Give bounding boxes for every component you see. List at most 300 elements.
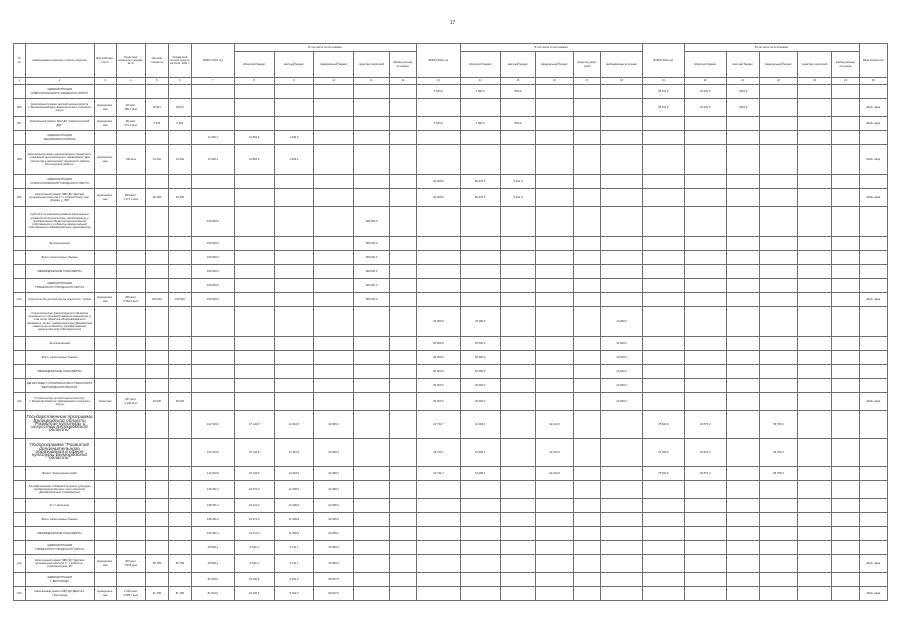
data-cell bbox=[416, 145, 460, 175]
data-cell bbox=[500, 587, 536, 601]
data-cell bbox=[389, 393, 416, 411]
column-number: 19 bbox=[642, 78, 684, 85]
data-cell bbox=[354, 439, 390, 467]
data-cell bbox=[145, 379, 168, 393]
data-cell bbox=[389, 587, 416, 601]
data-cell bbox=[573, 189, 600, 207]
table-row bbox=[14, 117, 888, 131]
data-cell bbox=[145, 131, 168, 145]
row-number-cell bbox=[14, 481, 26, 499]
data-cell bbox=[642, 337, 684, 351]
data-cell bbox=[832, 145, 859, 175]
data-cell bbox=[797, 499, 832, 513]
data-cell bbox=[859, 379, 888, 393]
data-cell: 10 498,1 bbox=[460, 439, 500, 467]
data-cell bbox=[94, 481, 116, 499]
data-cell bbox=[354, 189, 390, 207]
data-cell: 11 909,0 bbox=[274, 513, 314, 527]
row-name-cell: За исключением bbox=[25, 237, 94, 251]
data-cell: 18 511,5 bbox=[642, 99, 684, 117]
data-cell: 169 000,0 bbox=[191, 279, 234, 293]
data-cell bbox=[500, 337, 536, 351]
data-cell: 92 068,2 bbox=[314, 411, 354, 439]
data-cell bbox=[726, 145, 759, 175]
data-cell: 2021г. ввод bbox=[859, 99, 888, 117]
row-name-cell: АДМИНИСТРАЦИЯ НОВООСКОЛЬСКОГО ГОРОДСКОГО ОКРУГА bbox=[25, 85, 94, 99]
data-cell bbox=[684, 207, 726, 237]
header-source-2021-5: внебюд-жетные источники bbox=[389, 52, 416, 78]
data-cell bbox=[536, 237, 574, 251]
data-cell bbox=[500, 411, 536, 439]
data-cell bbox=[601, 467, 643, 481]
data-cell: 128 451,2 bbox=[191, 513, 234, 527]
data-cell bbox=[116, 365, 145, 379]
data-cell bbox=[832, 293, 859, 307]
table-row bbox=[14, 131, 888, 145]
data-cell bbox=[389, 117, 416, 131]
data-cell bbox=[94, 499, 116, 513]
data-cell: 25 000,0 bbox=[460, 351, 500, 365]
row-number-cell: 206 bbox=[14, 99, 26, 117]
data-cell bbox=[573, 237, 600, 251]
data-cell bbox=[94, 237, 116, 251]
data-cell bbox=[797, 265, 832, 279]
data-cell bbox=[726, 379, 759, 393]
data-cell bbox=[145, 279, 168, 293]
data-cell bbox=[642, 293, 684, 307]
data-cell: 18 511 bbox=[145, 99, 168, 117]
data-cell bbox=[314, 85, 354, 99]
data-cell bbox=[684, 573, 726, 587]
row-name-cell: Капитальный ремонт МБУ ДО "Детская музыкальная школа № 1", г. Губкин ул. Комсомольская, 25 bbox=[25, 555, 94, 573]
data-cell bbox=[168, 379, 191, 393]
data-cell: 2022г. ввод bbox=[859, 117, 888, 131]
table-row bbox=[14, 207, 888, 237]
data-cell: 8 164,0 bbox=[274, 587, 314, 601]
data-cell bbox=[274, 293, 314, 307]
data-cell bbox=[601, 251, 643, 265]
data-cell: 128 451,2 bbox=[191, 481, 234, 499]
data-cell bbox=[760, 573, 798, 587]
data-cell bbox=[859, 481, 888, 499]
header-source-2023-5: внебюд-жетные источники bbox=[832, 52, 859, 78]
data-cell: 35 000,0 bbox=[416, 379, 460, 393]
column-number: 6 bbox=[168, 78, 191, 85]
data-cell bbox=[684, 279, 726, 293]
data-cell bbox=[234, 265, 274, 279]
data-cell bbox=[500, 307, 536, 337]
data-cell bbox=[797, 145, 832, 175]
data-cell bbox=[573, 307, 600, 337]
data-cell bbox=[760, 587, 798, 601]
column-number: 9 bbox=[274, 78, 314, 85]
data-cell bbox=[536, 293, 574, 307]
data-cell bbox=[859, 351, 888, 365]
data-cell bbox=[536, 131, 574, 145]
data-cell: 450 мест 5 462,0 кв.м bbox=[116, 293, 145, 307]
data-cell bbox=[832, 85, 859, 99]
row-number-cell bbox=[14, 279, 26, 293]
row-name-cell: Проект "Культурная среда" bbox=[25, 467, 94, 481]
row-number-cell bbox=[14, 541, 26, 555]
data-cell bbox=[859, 411, 888, 439]
row-number-cell bbox=[14, 365, 26, 379]
data-cell bbox=[536, 145, 574, 175]
data-cell: 15 430,6 bbox=[234, 587, 274, 601]
data-cell bbox=[726, 131, 759, 145]
data-cell bbox=[726, 499, 759, 513]
data-cell: 700 кв.м bbox=[116, 145, 145, 175]
row-number-cell bbox=[14, 207, 26, 237]
data-cell bbox=[797, 251, 832, 265]
data-cell: 3 744,7 bbox=[274, 555, 314, 573]
data-cell: 1 429,2 bbox=[274, 145, 314, 175]
data-cell bbox=[536, 307, 574, 337]
data-cell bbox=[832, 365, 859, 379]
row-number-cell bbox=[14, 527, 26, 541]
row-name-cell: Субсидии на софинансирование капитальных вложений (строительства, реконструкции и приобретения) объектов муниципальной собственности в объекты муниципальной собственности (Межбюджетные трансферты) bbox=[25, 207, 94, 237]
data-cell bbox=[832, 279, 859, 293]
data-cell bbox=[726, 393, 759, 411]
row-name-cell: Всего, начисленные объемы bbox=[25, 251, 94, 265]
data-cell: 35 000,0 bbox=[416, 393, 460, 411]
data-cell bbox=[760, 131, 798, 145]
data-cell: 35 000,0 bbox=[416, 365, 460, 379]
data-cell bbox=[389, 237, 416, 251]
data-cell bbox=[500, 265, 536, 279]
header-no: № п/п bbox=[14, 44, 26, 78]
data-cell bbox=[389, 293, 416, 307]
data-cell bbox=[354, 527, 390, 541]
table-header bbox=[14, 44, 888, 85]
data-cell bbox=[726, 307, 759, 337]
data-cell bbox=[536, 175, 574, 189]
table-row bbox=[14, 351, 888, 365]
data-cell bbox=[94, 365, 116, 379]
data-cell bbox=[500, 237, 536, 251]
row-number-cell bbox=[14, 573, 26, 587]
data-cell: 2021г. ввод bbox=[859, 555, 888, 573]
data-cell bbox=[536, 279, 574, 293]
row-name-cell: Всего, начисленные объемы bbox=[25, 513, 94, 527]
data-cell bbox=[168, 85, 191, 99]
row-number-cell bbox=[14, 307, 26, 337]
data-cell bbox=[601, 99, 643, 117]
data-cell bbox=[684, 131, 726, 145]
data-cell bbox=[145, 307, 168, 337]
data-cell bbox=[168, 251, 191, 265]
data-cell bbox=[832, 175, 859, 189]
data-cell bbox=[416, 293, 460, 307]
data-cell: 58 047,8 bbox=[314, 587, 354, 601]
data-cell bbox=[314, 189, 354, 207]
table-row bbox=[14, 145, 888, 175]
data-cell bbox=[168, 481, 191, 499]
data-cell bbox=[500, 365, 536, 379]
data-cell: 10 000,0 bbox=[601, 307, 643, 337]
column-number: 12 bbox=[389, 78, 416, 85]
header-ownership: Вид собствен-ности bbox=[94, 44, 116, 78]
data-cell bbox=[536, 393, 574, 411]
data-cell bbox=[389, 265, 416, 279]
data-cell bbox=[314, 99, 354, 117]
header-source-2022-1: областной бюджет bbox=[460, 52, 500, 78]
data-cell bbox=[500, 251, 536, 265]
data-cell: 2021г. ввод bbox=[859, 145, 888, 175]
data-cell bbox=[797, 207, 832, 237]
data-cell: 1 891,5 bbox=[726, 99, 759, 117]
data-cell bbox=[145, 85, 168, 99]
data-cell bbox=[642, 573, 684, 587]
data-cell bbox=[168, 207, 191, 237]
data-cell bbox=[832, 265, 859, 279]
row-name-cell: Капитальный ремонт МБУ ДО "Детская музыкальная школа № 3", г. Старый Оскол, мкр. Жукова, д. 39б bbox=[25, 189, 94, 207]
data-cell bbox=[832, 555, 859, 573]
data-cell bbox=[642, 307, 684, 337]
data-cell bbox=[354, 337, 390, 351]
data-cell bbox=[94, 411, 116, 439]
row-name-cell: Государственная поддержка отрасли культуры (модернизация детских школ искусств) (Межбюджетные трансферты) bbox=[25, 481, 94, 499]
data-cell bbox=[234, 393, 274, 411]
data-cell bbox=[389, 555, 416, 573]
data-cell bbox=[145, 499, 168, 513]
data-cell bbox=[116, 573, 145, 587]
data-cell: 92 068,2 bbox=[314, 481, 354, 499]
data-cell: 43 741,7 bbox=[416, 439, 460, 467]
data-cell bbox=[354, 131, 390, 145]
data-cell: 81 799 bbox=[145, 587, 168, 601]
data-cell bbox=[168, 527, 191, 541]
data-cell bbox=[832, 207, 859, 237]
data-cell bbox=[389, 175, 416, 189]
data-cell: 92 068,2 bbox=[314, 439, 354, 467]
data-cell bbox=[389, 337, 416, 351]
data-cell: 1 891,5 bbox=[726, 85, 759, 99]
data-cell bbox=[573, 411, 600, 439]
data-cell bbox=[274, 251, 314, 265]
column-number: 8 bbox=[234, 78, 274, 85]
data-cell bbox=[859, 207, 888, 237]
data-cell bbox=[536, 587, 574, 601]
row-name-cell: МЕЖБЮДЖЕТНЫЕ ТРАНСФЕРТЫ bbox=[25, 365, 94, 379]
row-number-cell: 207 bbox=[14, 117, 26, 131]
data-cell bbox=[274, 207, 314, 237]
column-number: 16 bbox=[536, 78, 574, 85]
row-name-cell: Государственная программа Белгородской области "Развитие культуры и искусства Белгородской области" bbox=[25, 411, 94, 439]
data-cell bbox=[797, 481, 832, 499]
column-number: 18 bbox=[601, 78, 643, 85]
data-cell bbox=[145, 175, 168, 189]
data-cell bbox=[460, 541, 500, 555]
data-cell bbox=[274, 265, 314, 279]
data-cell bbox=[760, 237, 798, 251]
header-source-2021-1: областной бюджет bbox=[234, 52, 274, 78]
data-cell: 92 068,2 bbox=[314, 513, 354, 527]
data-cell: муниципаль-ная bbox=[94, 99, 116, 117]
data-cell bbox=[726, 293, 759, 307]
data-cell bbox=[314, 237, 354, 251]
data-cell bbox=[859, 131, 888, 145]
data-cell bbox=[832, 439, 859, 467]
data-cell bbox=[642, 175, 684, 189]
data-cell bbox=[389, 351, 416, 365]
data-cell bbox=[760, 265, 798, 279]
data-cell bbox=[191, 393, 234, 411]
data-cell bbox=[116, 251, 145, 265]
data-cell: 10 000,0 bbox=[601, 365, 643, 379]
data-cell: 34 999,6 bbox=[314, 541, 354, 555]
data-cell bbox=[573, 337, 600, 351]
data-cell bbox=[601, 279, 643, 293]
data-cell bbox=[536, 351, 574, 365]
data-cell bbox=[314, 279, 354, 293]
data-cell bbox=[234, 279, 274, 293]
data-cell bbox=[191, 307, 234, 337]
data-cell bbox=[234, 237, 274, 251]
header-sources-2023: В том числе по источникам: bbox=[684, 44, 859, 52]
data-cell bbox=[601, 145, 643, 175]
header-source-2022-2: местный бюджет bbox=[500, 52, 536, 78]
row-name-cell: ДЕПАРТАМЕНТ СТРОИТЕЛЬСТВА И ТРАНСПОРТА БЕЛГОРОДСКОЙ ОБЛАСТИ bbox=[25, 379, 94, 393]
data-cell: 35 000,0 bbox=[416, 337, 460, 351]
data-cell bbox=[416, 131, 460, 145]
data-cell bbox=[859, 175, 888, 189]
table-row bbox=[14, 481, 888, 499]
data-cell bbox=[314, 351, 354, 365]
data-cell: 15 430,6 bbox=[234, 573, 274, 587]
row-number-cell bbox=[14, 337, 26, 351]
data-cell bbox=[573, 99, 600, 117]
data-cell bbox=[145, 513, 168, 527]
data-cell: 14 292 bbox=[168, 145, 191, 175]
data-cell bbox=[832, 393, 859, 411]
row-number-cell bbox=[14, 499, 26, 513]
data-cell: муниципаль-ная bbox=[94, 189, 116, 207]
data-cell bbox=[191, 379, 234, 393]
data-cell: 14 292,1 bbox=[191, 145, 234, 175]
data-cell bbox=[573, 207, 600, 237]
data-cell bbox=[500, 99, 536, 117]
data-cell bbox=[354, 541, 390, 555]
data-cell bbox=[416, 499, 460, 513]
data-cell bbox=[389, 481, 416, 499]
column-number: 4 bbox=[116, 78, 145, 85]
data-cell: 13 316,0 bbox=[274, 439, 314, 467]
data-cell bbox=[145, 237, 168, 251]
data-cell: 78 642,6 bbox=[642, 467, 684, 481]
data-cell bbox=[832, 467, 859, 481]
row-number-cell: 213 bbox=[14, 587, 26, 601]
data-cell bbox=[684, 481, 726, 499]
data-cell bbox=[573, 555, 600, 573]
data-cell bbox=[389, 145, 416, 175]
data-cell: 34 999,6 bbox=[314, 555, 354, 573]
data-cell: 10 000,0 bbox=[601, 393, 643, 411]
data-cell bbox=[274, 365, 314, 379]
table-row bbox=[14, 439, 888, 467]
data-cell bbox=[760, 379, 798, 393]
data-cell bbox=[116, 379, 145, 393]
header-capacity: Проектная мощность, площадь, кв. м bbox=[116, 44, 145, 78]
data-cell: 169 000,0 bbox=[354, 279, 390, 293]
data-cell bbox=[500, 351, 536, 365]
data-cell: 5 331,0 bbox=[500, 175, 536, 189]
data-cell bbox=[832, 379, 859, 393]
header-total-2022: ВСЕГО 2022 год bbox=[416, 44, 460, 78]
data-cell bbox=[859, 527, 888, 541]
data-cell bbox=[234, 85, 274, 99]
data-cell bbox=[684, 365, 726, 379]
data-cell: 81 643,0 bbox=[191, 573, 234, 587]
data-cell bbox=[168, 513, 191, 527]
data-cell bbox=[573, 541, 600, 555]
data-cell: 128 451,2 bbox=[191, 527, 234, 541]
data-cell: 169 000,0 bbox=[191, 251, 234, 265]
row-name-cell: АДМИНИСТРАЦИЯ ГУБКИНСКОГО ГОРОДСКОГО ОКРУГА bbox=[25, 541, 94, 555]
data-cell bbox=[684, 237, 726, 251]
data-cell bbox=[116, 351, 145, 365]
data-cell bbox=[760, 293, 798, 307]
data-cell bbox=[760, 337, 798, 351]
data-cell bbox=[234, 175, 274, 189]
data-cell bbox=[684, 351, 726, 365]
data-cell: 59 768,3 bbox=[760, 411, 798, 439]
data-cell bbox=[191, 337, 234, 351]
data-cell bbox=[168, 337, 191, 351]
data-cell bbox=[859, 467, 888, 481]
data-cell bbox=[94, 207, 116, 237]
data-cell bbox=[354, 513, 390, 527]
header-source-2023-3: федеральный бюджет bbox=[760, 52, 798, 78]
data-cell bbox=[573, 481, 600, 499]
data-cell bbox=[573, 351, 600, 365]
data-cell bbox=[500, 541, 536, 555]
data-cell bbox=[684, 337, 726, 351]
data-cell bbox=[797, 513, 832, 527]
data-cell bbox=[94, 265, 116, 279]
data-cell: 24 474,0 bbox=[234, 513, 274, 527]
data-cell: 10 000,0 bbox=[601, 351, 643, 365]
header-source-2022-5: внебюджетные источники bbox=[601, 52, 643, 78]
data-cell bbox=[536, 555, 574, 573]
header-source-2023-2: местный бюджет bbox=[726, 52, 759, 78]
data-cell bbox=[832, 337, 859, 351]
data-cell bbox=[416, 207, 460, 237]
data-cell bbox=[642, 265, 684, 279]
data-cell bbox=[145, 439, 168, 467]
data-cell bbox=[234, 293, 274, 307]
data-cell bbox=[460, 587, 500, 601]
data-cell bbox=[726, 351, 759, 365]
data-cell bbox=[601, 293, 643, 307]
data-cell bbox=[94, 439, 116, 467]
data-cell: 169 000 bbox=[168, 293, 191, 307]
data-cell bbox=[536, 513, 574, 527]
data-cell: 25 000,0 bbox=[460, 337, 500, 351]
data-cell bbox=[168, 265, 191, 279]
table-row bbox=[14, 99, 888, 117]
data-cell bbox=[116, 265, 145, 279]
row-number-cell: 211 bbox=[14, 393, 26, 411]
data-cell bbox=[274, 237, 314, 251]
data-cell bbox=[94, 251, 116, 265]
data-cell bbox=[389, 85, 416, 99]
data-cell bbox=[145, 411, 168, 439]
data-cell: 35 000,0 bbox=[416, 307, 460, 337]
data-cell bbox=[94, 541, 116, 555]
data-cell bbox=[573, 499, 600, 513]
header-source-2022-4: средства терри-торий bbox=[573, 52, 600, 78]
